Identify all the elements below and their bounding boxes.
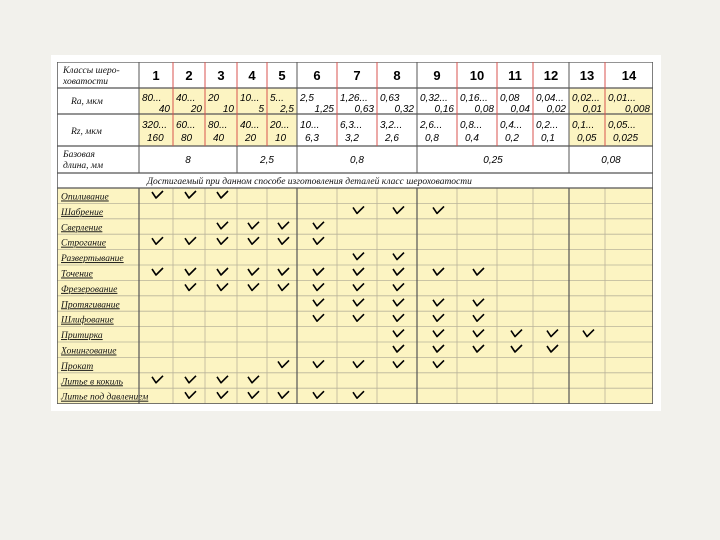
ra-value-top-9: 0,32... bbox=[420, 93, 448, 104]
row-label-8: Протягивание bbox=[61, 300, 120, 311]
rz-value-top-9: 2,6... bbox=[420, 120, 443, 131]
class-number-10: 10 bbox=[469, 68, 485, 83]
corner-label-line2: ховатости bbox=[63, 77, 108, 87]
class-number-9: 9 bbox=[433, 68, 441, 83]
rz-value-top-2: 60... bbox=[176, 120, 196, 131]
rz-value-bottom-11: 0,2 bbox=[505, 133, 519, 144]
rz-value-top-11: 0,4... bbox=[500, 120, 523, 131]
row-label-14: Литье под давлением bbox=[61, 392, 149, 403]
class-number-2: 2 bbox=[185, 68, 193, 83]
rz-value-bottom-1: 160 bbox=[147, 133, 164, 144]
base-value-4: 0,25 bbox=[483, 155, 503, 166]
class-number-1: 1 bbox=[152, 68, 160, 83]
rz-value-bottom-4: 20 bbox=[245, 133, 257, 144]
ra-value-top-6: 2,5 bbox=[300, 93, 314, 104]
ra-value-bottom-5: 2,5 bbox=[280, 104, 294, 115]
table-grid bbox=[57, 62, 653, 404]
base-value-5: 0,08 bbox=[601, 155, 621, 166]
ra-value-top-5: 5... bbox=[270, 93, 284, 104]
row-label-3: Сверление bbox=[61, 223, 103, 234]
rz-value-bottom-7: 3,2 bbox=[345, 133, 359, 144]
rz-value-top-12: 0,2... bbox=[536, 120, 559, 131]
ra-value-bottom-7: 0,63 bbox=[354, 104, 374, 115]
corner-label-line1: Классы шеро- bbox=[63, 66, 120, 76]
roughness-table bbox=[57, 62, 653, 404]
ra-value-top-14: 0,01... bbox=[608, 93, 636, 104]
ra-value-top-2: 40... bbox=[176, 93, 196, 104]
ra-value-bottom-10: 0,08 bbox=[474, 104, 494, 115]
ra-value-top-12: 0,04... bbox=[536, 93, 564, 104]
ra-value-top-4: 10... bbox=[240, 93, 260, 104]
rz-value-bottom-2: 80 bbox=[181, 133, 193, 144]
class-number-3: 3 bbox=[217, 68, 225, 83]
rz-value-bottom-6: 6,3 bbox=[305, 133, 319, 144]
slide bbox=[51, 55, 661, 411]
rz-value-bottom-14: 0,025 bbox=[613, 133, 639, 144]
rz-value-top-5: 20... bbox=[270, 120, 290, 131]
rz-value-top-8: 3,2... bbox=[380, 120, 403, 131]
ra-value-top-3: 20 bbox=[208, 93, 220, 104]
ra-value-bottom-3: 10 bbox=[222, 104, 234, 115]
base-label-line1: Базовая bbox=[63, 150, 95, 160]
row-label-10: Притирка bbox=[61, 331, 103, 342]
row-label-9: Шлифование bbox=[61, 315, 114, 326]
ra-value-top-8: 0,63 bbox=[380, 93, 400, 104]
ra-value-top-13: 0,02... bbox=[572, 93, 600, 104]
base-value-3: 0,8 bbox=[350, 155, 364, 166]
rz-value-top-4: 40... bbox=[240, 120, 260, 131]
rz-value-top-10: 0,8... bbox=[460, 120, 483, 131]
ra-label: Ra, мкм bbox=[71, 97, 103, 107]
rz-value-bottom-5: 10 bbox=[275, 133, 287, 144]
rz-value-top-14: 0,05... bbox=[608, 120, 636, 131]
class-number-4: 4 bbox=[248, 68, 256, 83]
ra-value-top-1: 80... bbox=[142, 93, 162, 104]
class-number-7: 7 bbox=[353, 68, 361, 83]
ra-value-bottom-14: 0,008 bbox=[624, 104, 650, 115]
ra-value-bottom-12: 0,02 bbox=[546, 104, 566, 115]
rz-value-bottom-3: 40 bbox=[213, 133, 225, 144]
rz-value-top-13: 0,1... bbox=[572, 120, 595, 131]
ra-value-bottom-2: 20 bbox=[190, 104, 202, 115]
row-label-13: Литье в кокиль bbox=[61, 377, 123, 388]
class-number-8: 8 bbox=[393, 68, 401, 83]
rz-label: Rz, мкм bbox=[71, 127, 102, 137]
rz-value-top-1: 320... bbox=[142, 120, 168, 131]
rz-value-top-3: 80... bbox=[208, 120, 228, 131]
class-number-12: 12 bbox=[543, 68, 559, 83]
rz-value-top-6: 10... bbox=[300, 120, 320, 131]
ra-value-bottom-1: 40 bbox=[158, 104, 170, 115]
class-number-11: 11 bbox=[508, 68, 522, 83]
row-label-5: Развертывание bbox=[61, 254, 124, 265]
ra-value-top-10: 0,16... bbox=[460, 93, 488, 104]
base-value-2: 2,5 bbox=[260, 155, 274, 166]
class-number-14: 14 bbox=[621, 68, 637, 83]
row-label-6: Точение bbox=[61, 269, 93, 280]
row-label-7: Фрезерование bbox=[61, 284, 118, 295]
row-label-4: Строгание bbox=[61, 238, 106, 249]
achievable-note: Достигаемый при данном способе изготовления деталей класс шероховатости bbox=[147, 177, 472, 187]
rz-value-top-7: 6,3... bbox=[340, 120, 363, 131]
row-label-12: Прокат bbox=[61, 361, 94, 372]
rz-value-bottom-10: 0,4 bbox=[465, 133, 479, 144]
class-number-13: 13 bbox=[579, 68, 595, 83]
row-label-11: Хонингование bbox=[61, 346, 117, 357]
ra-value-top-7: 1,26... bbox=[340, 93, 368, 104]
rz-value-bottom-8: 2,6 bbox=[385, 133, 399, 144]
row-label-1: Опиливание bbox=[61, 192, 109, 203]
ra-value-top-11: 0,08 bbox=[500, 93, 520, 104]
row-label-2: Шабрение bbox=[61, 207, 104, 218]
base-value-1: 8 bbox=[185, 155, 191, 166]
rz-value-bottom-13: 0,05 bbox=[577, 133, 597, 144]
class-number-6: 6 bbox=[313, 68, 321, 83]
ra-value-bottom-11: 0,04 bbox=[510, 104, 530, 115]
ra-value-bottom-4: 5 bbox=[258, 104, 264, 115]
class-number-5: 5 bbox=[278, 68, 286, 83]
ra-value-bottom-8: 0,32 bbox=[394, 104, 414, 115]
rz-value-bottom-9: 0,8 bbox=[425, 133, 439, 144]
ra-value-bottom-9: 0,16 bbox=[434, 104, 454, 115]
base-label-line2: длина, мм bbox=[63, 161, 104, 171]
rz-value-bottom-12: 0,1 bbox=[541, 133, 555, 144]
ra-value-bottom-13: 0,01 bbox=[582, 104, 602, 115]
ra-value-bottom-6: 1,25 bbox=[314, 104, 334, 115]
